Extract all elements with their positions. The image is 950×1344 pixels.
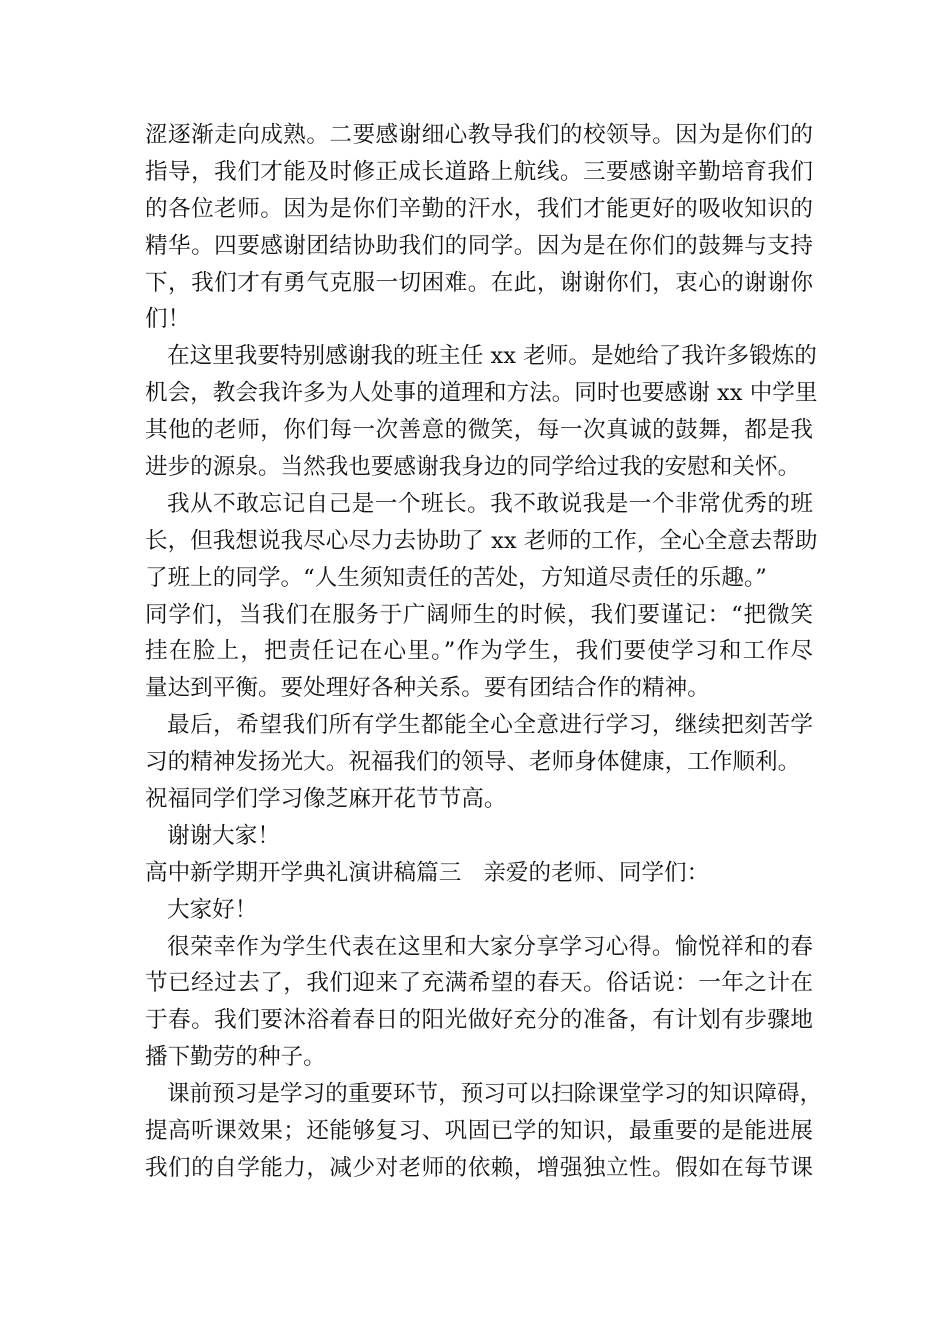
text-line: 涩逐渐走向成熟。二要感谢细心教导我们的校领导。因为是你们的 xyxy=(145,122,813,148)
text-line: 机会，教会我许多为人处事的道理和方法。同时也要感谢 xx 中学里 xyxy=(145,380,818,407)
text-line: 祝福同学们学习像芝麻开花节节高。 xyxy=(145,786,507,813)
text-line: 最后，希望我们所有学生都能全心全意进行学习，继续把刻苦学 xyxy=(167,712,813,739)
text-line: 挂在脸上，把责任记在心里。”作为学生，我们要使学习和工作尽 xyxy=(145,638,813,665)
text-line: 同学们，当我们在服务于广阔师生的时候，我们要谨记：“把微笑 xyxy=(145,601,813,628)
text-line: 精华。四要感谢团结协助我们的同学。因为是在你们的鼓舞与支持 xyxy=(145,232,813,259)
text-line: 了班上的同学。“人生须知责任的苦处，方知道尽责任的乐趣。” xyxy=(145,564,767,591)
text-line: 很荣幸作为学生代表在这里和大家分享学习心得。愉悦祥和的春 xyxy=(167,933,813,960)
text-line: 课前预习是学习的重要环节，预习可以扫除课堂学习的知识障碍， xyxy=(167,1081,823,1108)
text-line: 提高听课效果；还能够复习、巩固已学的知识，最重要的是能进展 xyxy=(145,1118,813,1145)
section-heading xyxy=(145,855,813,892)
heading-greeting: 亲爱的老师、同学们： xyxy=(483,859,710,886)
text-line: 谢谢大家！ xyxy=(167,822,280,849)
text-line: 在这里我要特别感谢我的班主任 xx 老师。是她给了我许多锻炼的 xyxy=(167,343,817,370)
text-line: 我们的自学能力，减少对老师的依赖，增强独立性。假如在每节课 xyxy=(145,1154,813,1181)
document-body xyxy=(145,117,823,1187)
text-line: 指导，我们才能及时修正成长道路上航线。三要感谢辛勤培育我们 xyxy=(145,158,813,185)
text-line: 其他的老师，你们每一次善意的微笑，每一次真诚的鼓舞，都是我 xyxy=(145,417,813,444)
text-line: 的各位老师。因为是你们辛勤的汗水，我们才能更好的吸收知识的 xyxy=(145,195,813,222)
text-line: 播下勤劳的种子。 xyxy=(145,1044,326,1071)
text-line: 大家好！ xyxy=(167,896,258,923)
text-line: 习的精神发扬光大。祝福我们的领导、老师身体健康，工作顺利。 xyxy=(145,749,801,776)
text-line: 量达到平衡。要处理好各种关系。要有团结合作的精神。 xyxy=(145,675,710,702)
text-line: 长，但我想说我尽心尽力去协助了 xx 老师的工作，全心全意去帮助 xyxy=(145,527,818,554)
text-line: 进步的源泉。当然我也要感谢我身边的同学给过我的安慰和关怀。 xyxy=(145,454,801,481)
heading-title: 高中新学期开学典礼演讲稿篇三 xyxy=(145,859,462,886)
text-line: 下，我们才有勇气克服一切困难。在此，谢谢你们，衷心的谢谢你 xyxy=(145,269,813,296)
text-line: 节已经过去了，我们迎来了充满希望的春天。俗话说：一年之计在 xyxy=(145,970,813,997)
text-line: 我从不敢忘记自己是一个班长。我不敢说我是一个非常优秀的班 xyxy=(167,490,813,517)
text-line: 于春。我们要沐浴着春日的阳光做好充分的准备，有计划有步骤地 xyxy=(145,1007,813,1034)
text-line: 们！ xyxy=(145,306,191,333)
